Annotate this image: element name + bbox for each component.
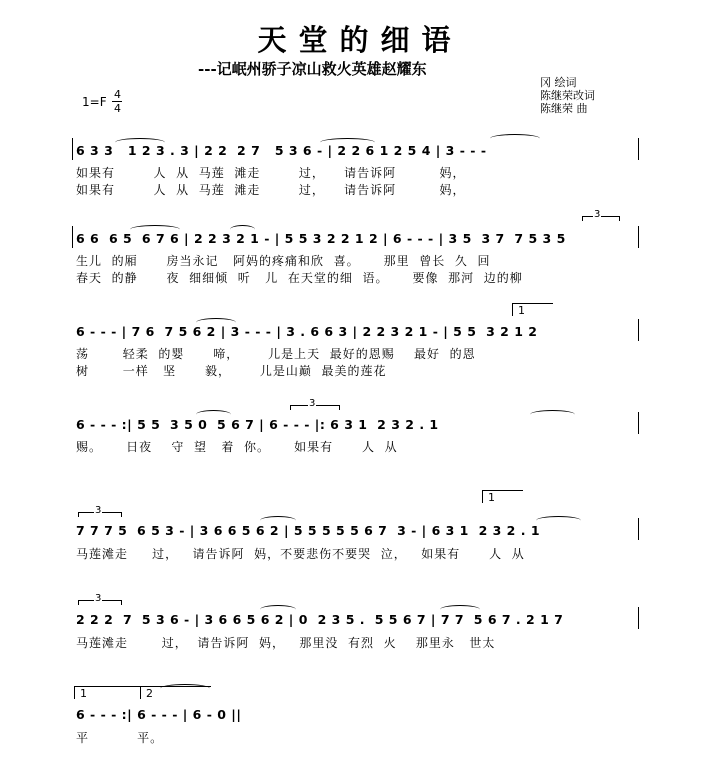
triplet-number: 3 xyxy=(95,593,102,604)
time-signature-top: 4 xyxy=(114,88,121,101)
notation-line-7: 6 - - - :| 6 - - - | 6 - 0 || xyxy=(76,707,242,722)
volta-number: 2 xyxy=(146,687,153,700)
lyrics-line-3b: 树 一样 坚 毅， 儿是山巅 最美的莲花 xyxy=(76,364,387,378)
slur xyxy=(260,605,296,614)
barline xyxy=(72,138,73,160)
slur xyxy=(196,318,236,327)
slur xyxy=(160,684,210,693)
slur xyxy=(440,605,480,614)
key-signature: 1=F xyxy=(82,95,107,109)
notation-line-2: 6 6 6 5 6 7 6 | 2 2 3 2 1 - | 5 5 3 2 2 1 2 | 6 - - - | 3 5 3 7 7 5 3 5 xyxy=(76,231,566,246)
lyrics-line-6: 马莲滩走 过， 请告诉阿 妈， 那里没 有烈 火 那里永 世太 xyxy=(76,636,496,650)
barline xyxy=(638,138,639,160)
slur xyxy=(530,410,575,419)
lyrics-line-2a: 生儿 的厢 房当永记 阿妈的疼痛和欣 喜。 那里 曾长 久 回 xyxy=(76,254,491,268)
lyrics-line-1b: 如果有 人 从 马莲 滩走 过， 请告诉阿 妈， xyxy=(76,183,466,197)
barline xyxy=(638,518,639,540)
slur xyxy=(196,410,231,419)
song-subtitle: ---记岷州骄子凉山救火英雄赵耀东 xyxy=(198,60,427,78)
lyrics-line-2b: 春天 的静 夜 细细倾 听 儿 在天堂的细 语。 要像 那河 边的柳 xyxy=(76,271,523,285)
lyrics-line-3a: 荡 轻柔 的婴 啼， 儿是上天 最好的恩赐 最好 的恩 xyxy=(76,347,476,361)
song-title: 天堂的细语 xyxy=(257,23,463,57)
notation-line-3: 6 - - - | 7 6 7 5 6 2 | 3 - - - | 3 . 6 6 3 | 2 2 3 2 1 - | 5 5 3 2 1 2 xyxy=(76,324,538,339)
slur xyxy=(490,134,540,143)
volta-number: 1 xyxy=(488,491,495,504)
triplet-number: 3 xyxy=(594,209,601,220)
lyrics-line-7: 平 平。 xyxy=(76,731,164,745)
volta-number: 1 xyxy=(80,687,87,700)
barline xyxy=(638,226,639,248)
lyricist-credit: 冈 绘词 xyxy=(540,76,577,89)
lyrics-line-1a: 如果有 人 从 马莲 滩走 过， 请告诉阿 妈， xyxy=(76,166,466,180)
slur xyxy=(260,516,296,525)
volta-number: 1 xyxy=(518,304,525,317)
slur xyxy=(536,516,581,525)
slur xyxy=(230,225,255,234)
time-signature-bottom: 4 xyxy=(114,102,121,115)
notation-line-6: 2 2 2 7 5 3 6 - | 3 6 6 5 6 2 | 0 2 3 5 . 5 5 6 7 | 7 7 5 6 7 . 2 1 7 xyxy=(76,612,564,627)
notation-line-1: 6 3 3 1 2 3 . 3 | 2 2 2 7 5 3 6 - | 2 2 6 1 2 5 4 | 3 - - - xyxy=(76,143,487,158)
slur xyxy=(320,138,375,147)
lyrics-line-5: 马莲滩走 过， 请告诉阿 妈，不要悲伤不要哭 泣， 如果有 人 从 xyxy=(76,547,525,561)
slur xyxy=(130,225,180,234)
notation-line-5: 7 7 7 5 6 5 3 - | 3 6 6 5 6 2 | 5 5 5 5 5 6 7 3 - | 6 3 1 2 3 2 . 1 xyxy=(76,523,541,538)
slur xyxy=(115,138,165,147)
triplet-number: 3 xyxy=(95,505,102,516)
lyrics-line-4: 赐。 日夜 守 望 着 你。 如果有 人 从 xyxy=(76,440,398,454)
barline xyxy=(638,607,639,629)
triplet-number: 3 xyxy=(309,398,316,409)
composer-credit: 陈继荣 曲 xyxy=(540,102,588,115)
barline xyxy=(72,226,73,248)
barline xyxy=(638,319,639,341)
lyric-adapter-credit: 陈继荣改词 xyxy=(540,89,595,102)
notation-line-4: 6 - - - :| 5 5 3 5 0 5 6 7 | 6 - - - |: 6 3 1 2 3 2 . 1 xyxy=(76,417,439,432)
barline xyxy=(638,412,639,434)
